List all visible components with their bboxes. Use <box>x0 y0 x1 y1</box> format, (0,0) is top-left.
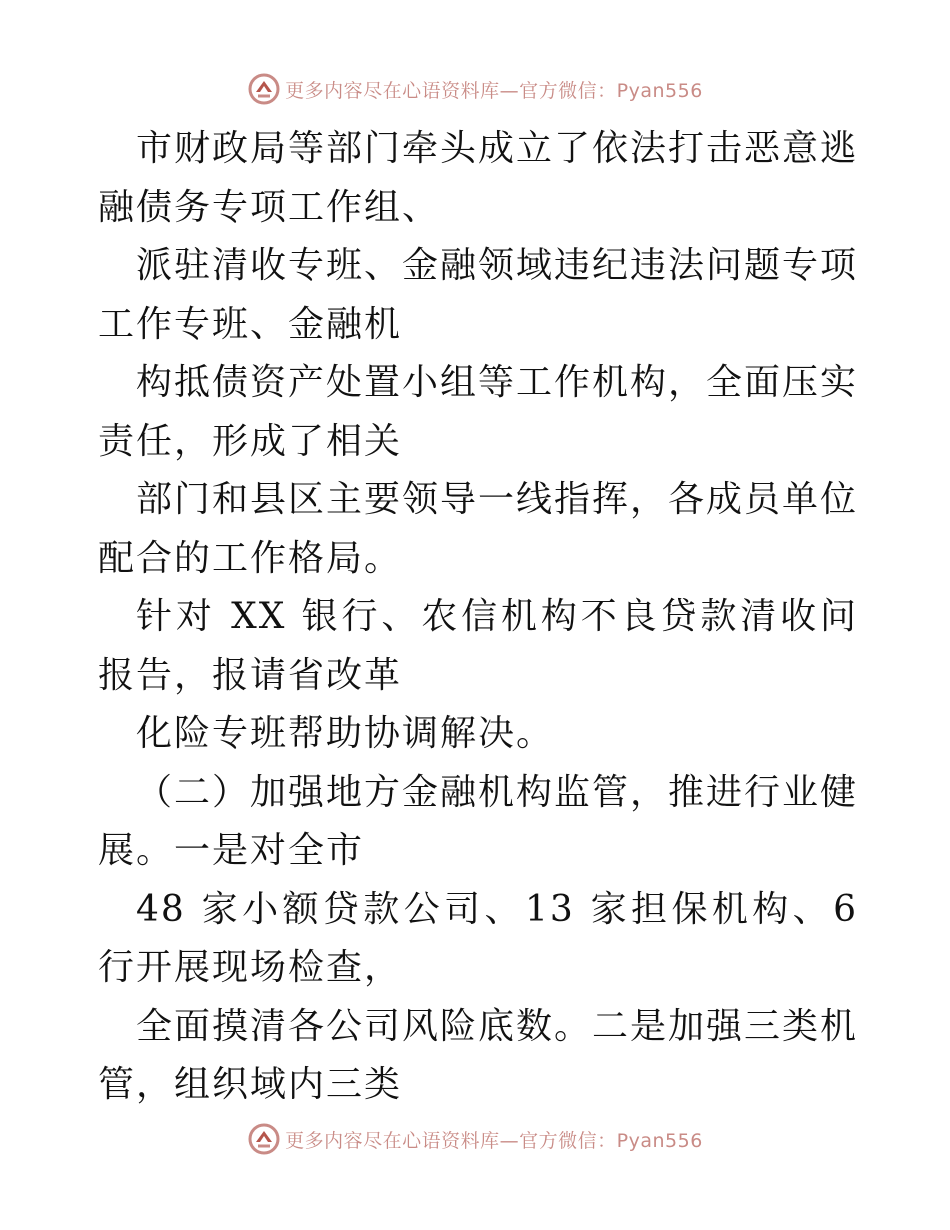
body-line: 工作专班、金融机 <box>98 303 403 345</box>
body-line: 责任，形成了相关 <box>98 420 403 462</box>
body-line: 构抵债资产处置小组等工作机构，全面压实 <box>136 362 858 403</box>
header-banner <box>0 72 950 106</box>
body-line: 化险专班帮助协调解决。 <box>136 713 555 754</box>
body-line: 融债务专项工作组、 <box>98 186 441 228</box>
body-line: 展。一是对全市 <box>98 830 365 871</box>
body-line: 针对 XX 银行、农信机构不良贷款清收问 <box>136 596 858 637</box>
body-line: 市财政局等部门牵头成立了依法打击恶意逃 <box>136 128 858 169</box>
body-line: 报告，报请省改革 <box>98 654 403 696</box>
body-line: 配合的工作格局。 <box>98 537 403 579</box>
body-line: （二）加强地方金融机构监管，推进行业健 <box>136 771 858 813</box>
ribbon-logo-icon <box>247 72 281 106</box>
body-line: 部门和县区主要领导一线指挥，各成员单位 <box>136 479 858 520</box>
document-body <box>98 120 858 1115</box>
header-banner-text: 更多内容尽在心语资料库—官方微信：Pyan556 <box>285 79 703 102</box>
body-line: 行开展现场检查， <box>98 947 403 988</box>
body-line: 派驻清收专班、金融领域违纪违法问题专项 <box>136 245 858 286</box>
ribbon-logo-icon <box>247 1122 281 1156</box>
body-line: 管，组织域内三类 <box>98 1064 403 1105</box>
body-line: 48 家小额贷款公司、13 家担保机构、6 <box>136 888 858 930</box>
body-line: 全面摸清各公司风险底数。二是加强三类机 <box>136 1005 858 1047</box>
footer-banner <box>0 1122 950 1156</box>
footer-banner-text: 更多内容尽在心语资料库—官方微信：Pyan556 <box>285 1129 703 1152</box>
